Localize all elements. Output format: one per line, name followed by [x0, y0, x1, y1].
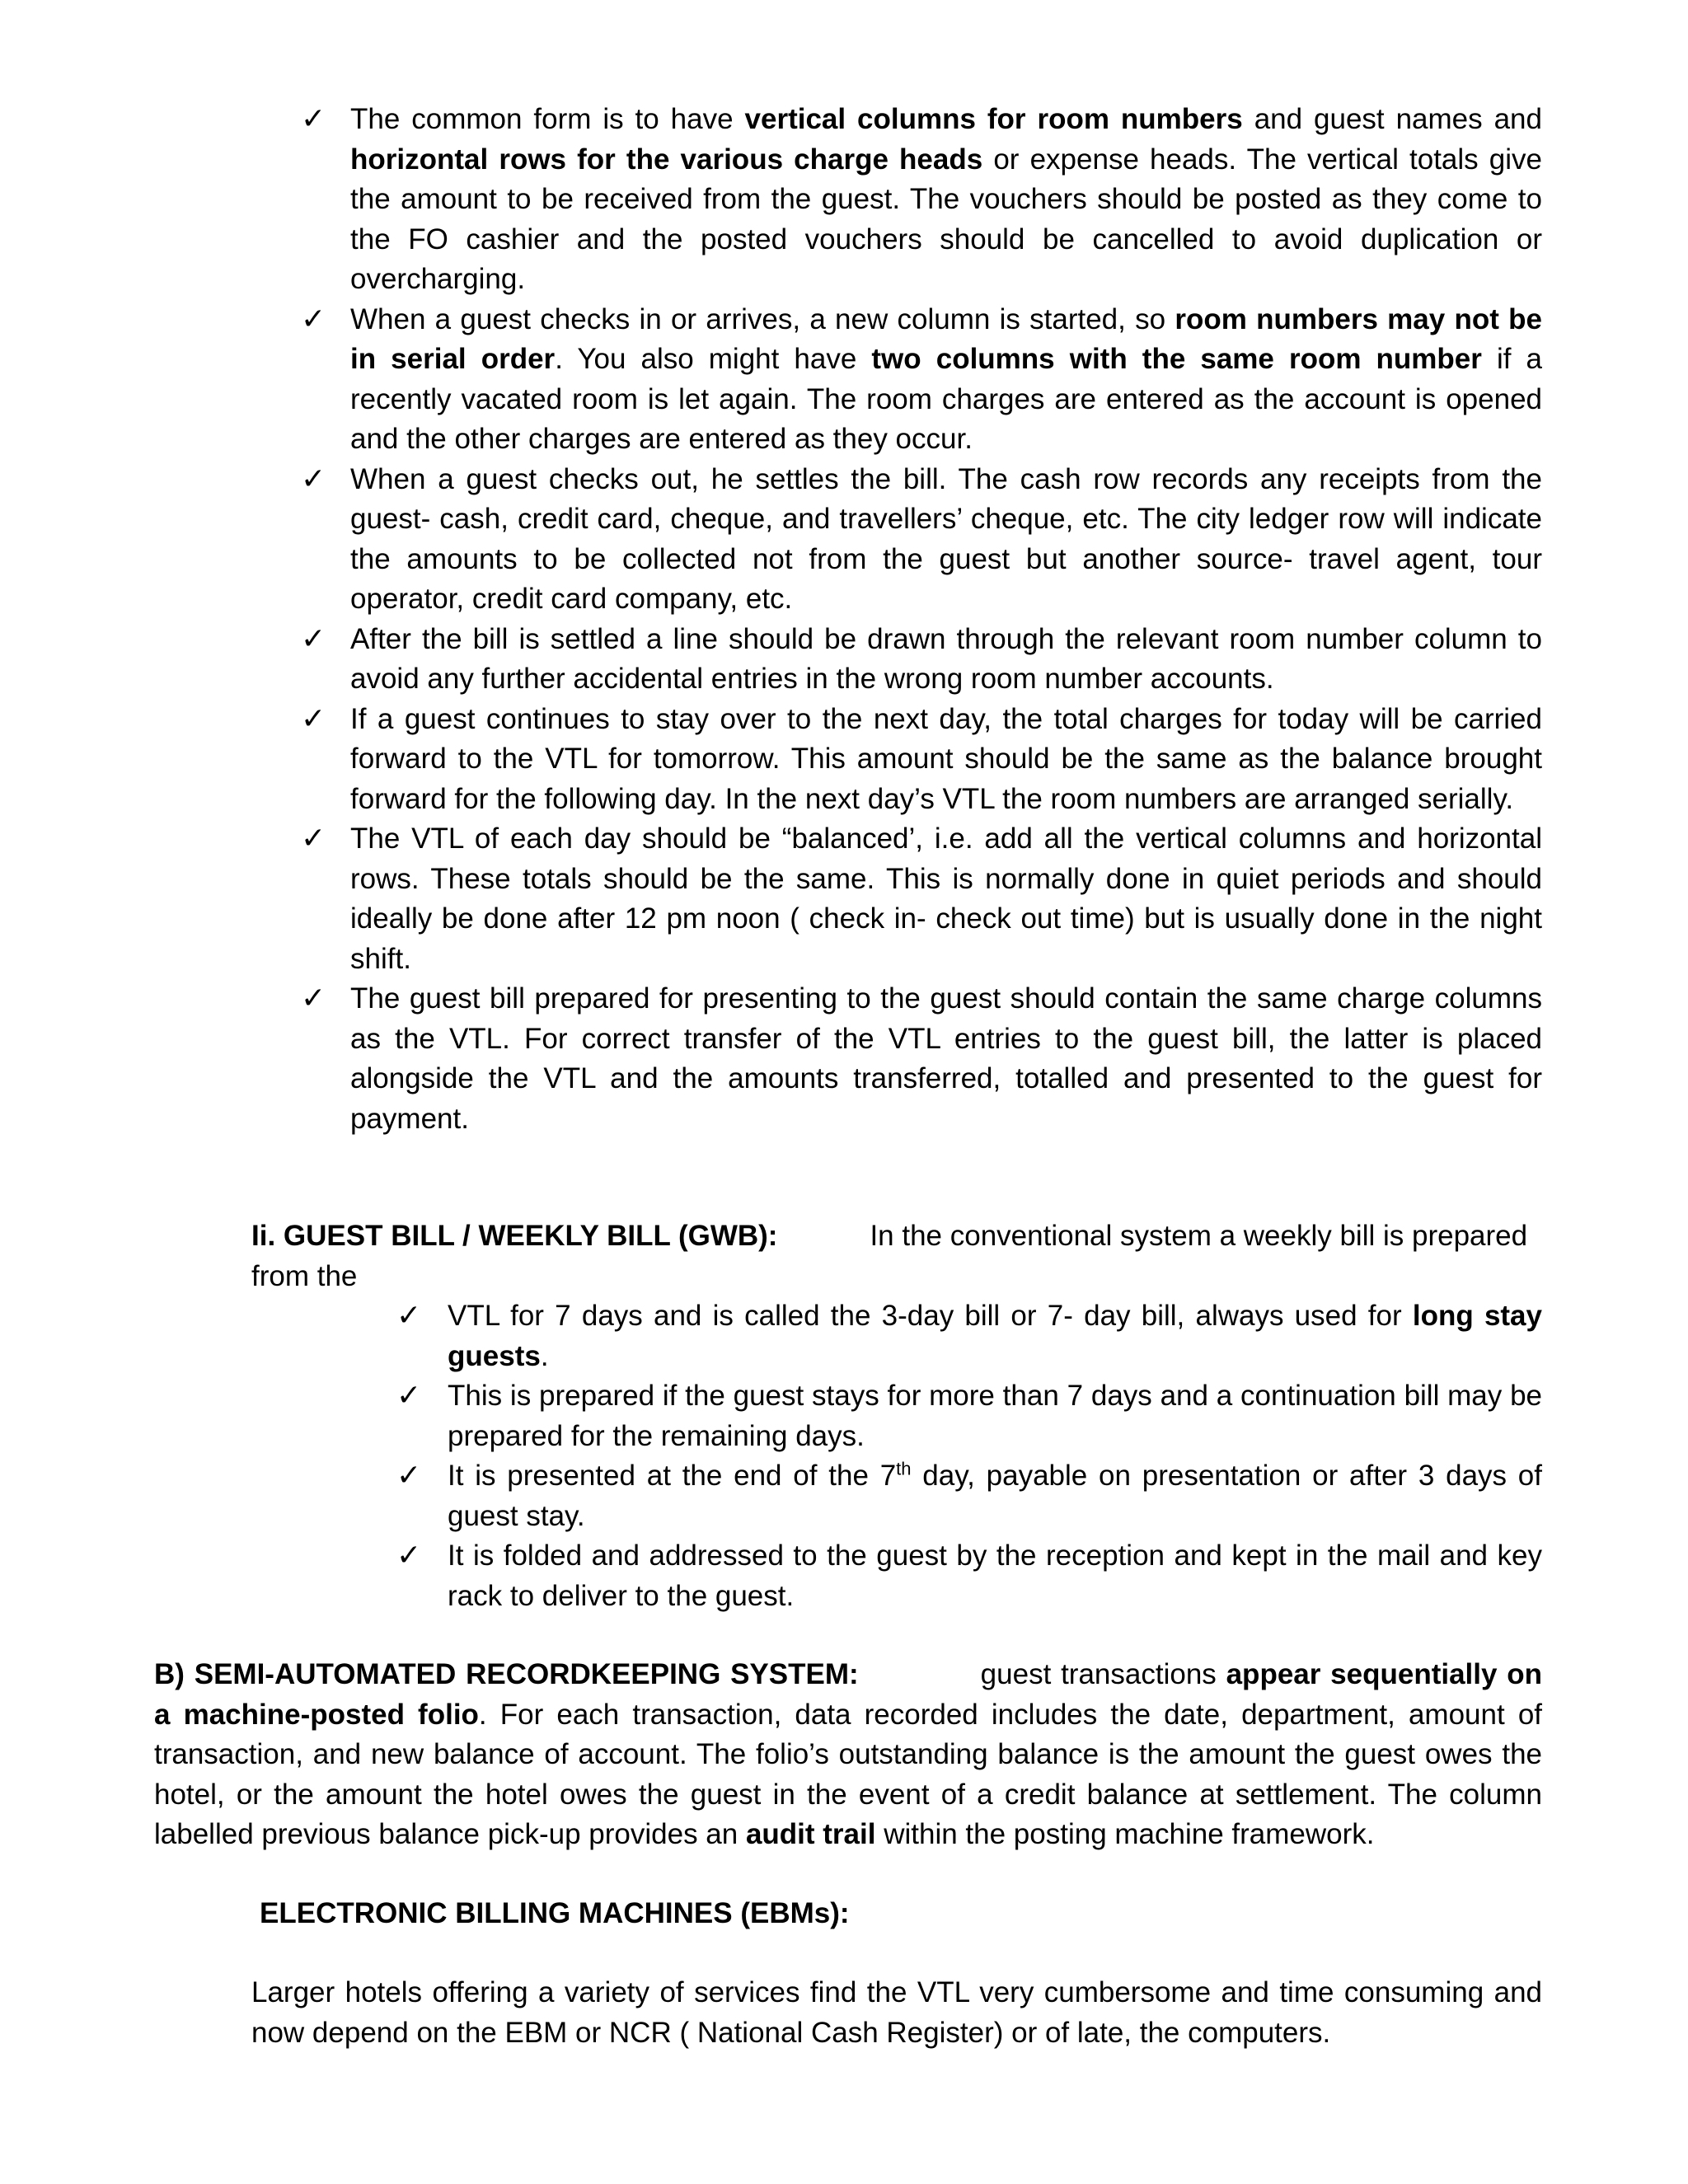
list-item-text — [448, 1296, 1542, 1376]
list-item-text — [350, 460, 1542, 620]
section-heading: Ii. GUEST BILL / WEEKLY BILL (GWB): — [251, 1220, 778, 1252]
checkmark-icon: ✓ — [396, 1539, 422, 1572]
list-item-text — [350, 620, 1542, 700]
list-item-text — [448, 1376, 1542, 1456]
checkmark-icon: ✓ — [301, 621, 326, 656]
text-run: . You also might have — [555, 343, 872, 375]
list-item — [301, 700, 1542, 820]
text-run: It is presented at the end of the 7 — [448, 1460, 897, 1492]
guest-weekly-bill-paragraph — [251, 1216, 1542, 1296]
text-run: If a guest continues to stay over to the next day, the total charges for today will be carried forward to the VTL for tomorrow. This amount should be the same as the balance brought forward for the following day. In the next day’s VTL the room numbers are arranged serially. — [350, 702, 1542, 815]
text-run: if a recently vacated room is let again. The room charges are entered as the account is opened and the other charges are entered as they occur. — [350, 343, 1542, 455]
list-item — [396, 1536, 1542, 1616]
gwb-bullet-list — [396, 1296, 1542, 1616]
checkmark-icon: ✓ — [301, 822, 326, 855]
list-item — [301, 300, 1542, 460]
text-run: and guest names and — [1242, 103, 1542, 135]
list-item — [301, 819, 1542, 979]
bold-text: horizontal rows for the various charge heads — [350, 143, 983, 176]
bold-text: vertical columns for room numbers — [744, 103, 1243, 135]
text-run: When a guest checks out, he settles the bill. The cash row records any receipts from the guest- cash, credit card, cheque, and travellers’ cheque, etc. The city ledger row will indicate the amounts to be collected not from the guest but another source- travel agent, tour operator, credit card company, etc. — [350, 462, 1542, 615]
text-run: within the posting machine framework. — [875, 1818, 1375, 1850]
list-item-text — [350, 979, 1542, 1139]
text-run: guest transactions — [980, 1658, 1226, 1690]
list-item — [301, 460, 1542, 620]
text-run: . — [540, 1339, 549, 1372]
checkmark-icon: ✓ — [396, 1459, 422, 1493]
checkmark-icon: ✓ — [301, 701, 326, 736]
list-item — [301, 620, 1542, 700]
list-item-text — [350, 700, 1542, 820]
paragraph-text: In the conventional system a weekly bill is prepared from the — [251, 1220, 1528, 1292]
text-run: This is prepared if the guest stays for more than 7 days and a continuation bill may be prepared for the remaining days. — [448, 1380, 1542, 1452]
bold-text: audit trail — [745, 1818, 876, 1850]
list-item-text — [448, 1536, 1542, 1616]
list-item — [396, 1456, 1542, 1536]
vtl-bullet-list — [301, 100, 1542, 1139]
text-run: It is folded and addressed to the guest by the reception and kept in the mail and key rack to deliver to the guest. — [448, 1540, 1542, 1612]
text-run: The guest bill prepared for presenting to the guest should contain the same charge columns as the VTL. For correct transfer of the VTL entries to the guest bill, the latter is placed alongside the VTL and the amounts transferred, totalled and presented to the guest for payment. — [350, 982, 1542, 1135]
list-item — [396, 1376, 1542, 1456]
bold-text: room numbers may not be in serial order — [350, 302, 1542, 375]
list-item — [301, 100, 1542, 300]
bold-text: long stay guests — [448, 1300, 1542, 1372]
checkmark-icon: ✓ — [396, 1379, 422, 1413]
bold-text: appear sequentially on a machine-posted folio — [154, 1658, 1543, 1731]
superscript-text: th — [896, 1458, 912, 1479]
bold-text: two columns with the same room number — [871, 343, 1482, 375]
ebm-paragraph: Larger hotels offering a variety of services find the VTL very cumbersome and time consuming and now depend on the EBM or NCR ( National Cash Register) or of late, the computers. — [251, 1976, 1542, 2049]
section-heading: ELECTRONIC BILLING MACHINES (EBMs): — [260, 1897, 850, 1929]
text-run: When a guest checks in or arrives, a new column is started, so — [350, 302, 1175, 335]
semi-automated-system-paragraph — [154, 1655, 1542, 1855]
bold-text: B) SEMI-AUTOMATED RECORDKEEPING SYSTEM: — [154, 1658, 859, 1690]
checkmark-icon: ✓ — [301, 462, 326, 496]
text-run: The common form is to have — [350, 103, 745, 135]
list-item — [301, 979, 1542, 1139]
text-run: . For each transaction, data recorded includes the date, department, amount of transaction, and new balance of account. The folio’s outstanding balance is the amount the guest owes the hotel, or the amount the hotel owes the guest in the event of a credit balance at settlement. The column labelled previous balance pick-up provides an — [154, 1698, 1543, 1850]
checkmark-icon: ✓ — [301, 102, 326, 136]
checkmark-icon: ✓ — [301, 302, 326, 336]
list-item — [396, 1296, 1542, 1376]
list-item-text — [350, 300, 1542, 460]
list-item-text — [350, 100, 1542, 300]
text-run: VTL for 7 days and is called the 3-day bill or 7- day bill, always used for — [448, 1300, 1413, 1332]
text-run: or expense heads. The vertical totals give the amount to be received from the guest. The vouchers should be posted as they come to the FO cashier and the posted vouchers should be cancelled to avoid duplication or overcharging. — [350, 143, 1542, 295]
text-run: After the bill is settled a line should be drawn through the relevant room number column to avoid any further accidental entries in the wrong room number accounts. — [350, 622, 1542, 695]
text-run: day, payable on presentation or after 3 days of guest stay. — [448, 1460, 1542, 1532]
text-run: The VTL of each day should be “balanced’, i.e. add all the vertical columns and horizontal rows. These totals should be the same. This is normally done in quiet periods and should ideally be done after 12 pm noon ( check in- check out time) but is usually done in the night shift. — [350, 823, 1542, 975]
list-item-text — [448, 1456, 1542, 1536]
list-item-text — [350, 819, 1542, 979]
checkmark-icon: ✓ — [301, 982, 326, 1015]
checkmark-icon: ✓ — [396, 1299, 422, 1333]
